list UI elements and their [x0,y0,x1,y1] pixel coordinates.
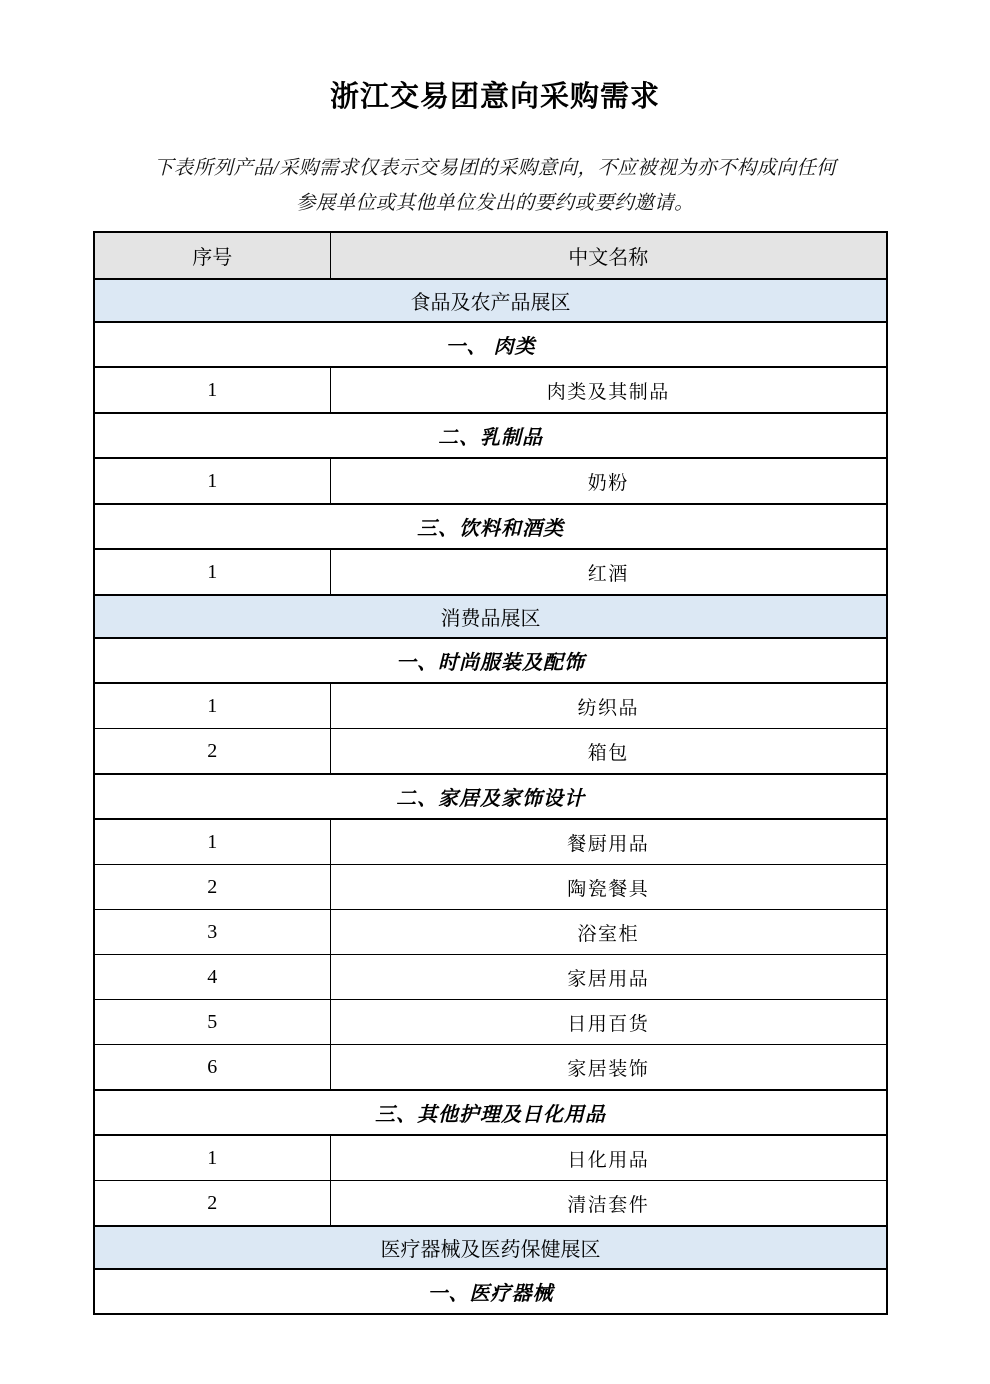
category-row [94,413,887,458]
table-row [94,367,887,413]
table-row [94,458,887,504]
row-index-cell: 4 [94,955,330,1000]
row-index-cell: 1 [94,367,330,413]
zone-section-row [94,1226,887,1269]
row-name-cell: 浴室柜 [330,910,887,955]
zone-section-label: 消费品展区 [94,595,887,638]
table-row [94,1045,887,1091]
category-label: 二、家居及家饰设计 [94,774,887,819]
table-row [94,683,887,729]
row-index-cell: 2 [94,865,330,910]
category-label: 一、 肉类 [94,322,887,367]
table-row [94,955,887,1000]
category-label: 三、饮料和酒类 [94,504,887,549]
category-label: 一、时尚服装及配饰 [94,638,887,683]
row-index-cell: 1 [94,549,330,595]
row-index-cell: 3 [94,910,330,955]
category-row [94,322,887,367]
row-name-cell: 日化用品 [330,1135,887,1181]
category-row [94,1090,887,1135]
zone-section-row [94,595,887,638]
table-header-row [94,232,887,279]
row-index-cell: 1 [94,819,330,865]
row-name-cell: 奶粉 [330,458,887,504]
row-index-cell: 6 [94,1045,330,1091]
table-row [94,819,887,865]
procurement-table [93,231,888,1315]
category-row [94,638,887,683]
category-label: 一、医疗器械 [94,1269,887,1314]
row-index-cell: 1 [94,458,330,504]
row-name-cell: 肉类及其制品 [330,367,887,413]
disclaimer-line-1: 下表所列产品/采购需求仅表示交易团的采购意向，不应被视为亦不构成向任何 [153,157,837,179]
row-index-cell: 1 [94,683,330,729]
column-header-name: 中文名称 [330,232,887,279]
column-header-no: 序号 [94,232,330,279]
row-name-cell: 家居用品 [330,955,887,1000]
category-row [94,504,887,549]
table-row [94,865,887,910]
category-label: 二、乳制品 [94,413,887,458]
category-row [94,774,887,819]
row-name-cell: 红酒 [330,549,887,595]
zone-section-label: 医疗器械及医药保健展区 [94,1226,887,1269]
row-name-cell: 纺织品 [330,683,887,729]
category-row [94,1269,887,1314]
row-index-cell: 2 [94,729,330,775]
row-index-cell: 5 [94,1000,330,1045]
row-name-cell: 家居装饰 [330,1045,887,1091]
procurement-table-wrapper [93,231,886,1315]
zone-section-row [94,279,887,322]
row-name-cell: 箱包 [330,729,887,775]
table-row [94,729,887,775]
disclaimer-line-2: 参展单位或其他单位发出的要约或要约邀请。 [295,192,694,214]
table-row [94,1000,887,1045]
row-name-cell: 餐厨用品 [330,819,887,865]
row-name-cell: 清洁套件 [330,1181,887,1227]
category-label: 三、其他护理及日化用品 [94,1090,887,1135]
table-row [94,1135,887,1181]
table-row [94,1181,887,1227]
row-index-cell: 1 [94,1135,330,1181]
disclaimer-paragraph [95,114,895,221]
row-name-cell: 日用百货 [330,1000,887,1045]
table-row [94,549,887,595]
page-title: 浙江交易团意向采购需求 [329,79,660,113]
row-index-cell: 2 [94,1181,330,1227]
row-name-cell: 陶瓷餐具 [330,865,887,910]
zone-section-label: 食品及农产品展区 [94,279,887,322]
table-row [94,910,887,955]
